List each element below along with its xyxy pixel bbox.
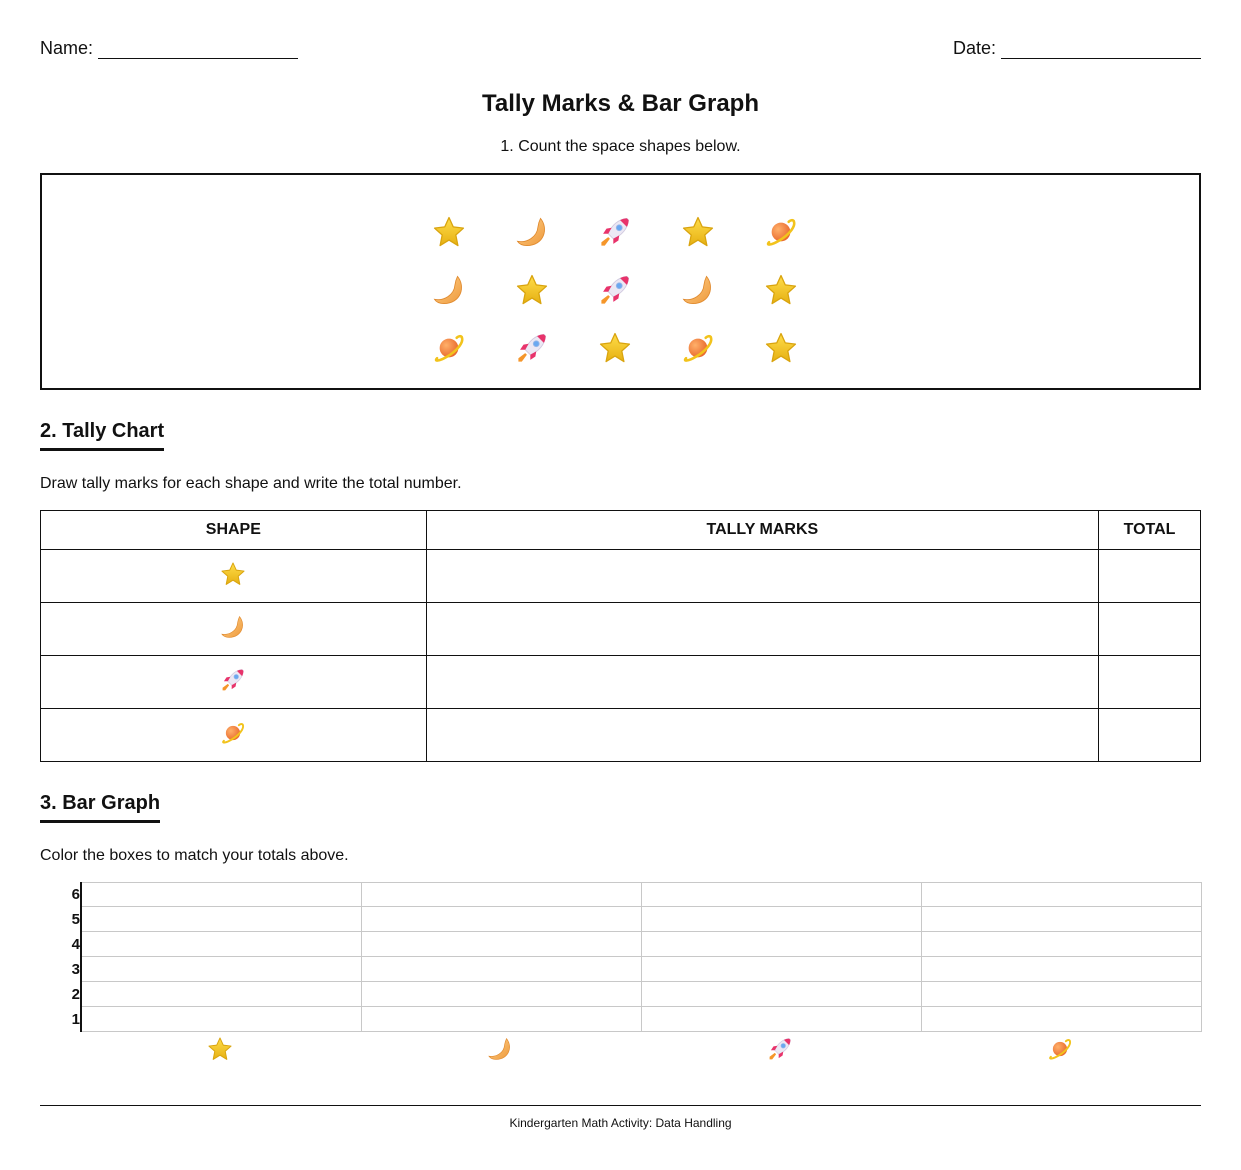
planet-icon <box>1047 1036 1073 1062</box>
graph-box-star-1[interactable] <box>82 1007 362 1032</box>
star-icon <box>515 273 549 307</box>
tally-row-rocket <box>41 656 1201 709</box>
star-icon <box>598 331 632 365</box>
graph-box-moon-3[interactable] <box>362 957 642 982</box>
graph-box-planet-6[interactable] <box>922 882 1202 907</box>
graph-box-star-6[interactable] <box>82 882 362 907</box>
graph-box-rocket-6[interactable] <box>642 882 922 907</box>
moon-icon <box>487 1036 513 1062</box>
shape-cell <box>41 550 427 603</box>
y-label: 3 <box>71 961 80 978</box>
shape-cell <box>511 203 594 261</box>
total-cell[interactable] <box>1099 709 1201 762</box>
x-axis-labels <box>80 1036 1201 1062</box>
bar-graph-title: 3. Bar Graph <box>40 792 160 823</box>
graph-box-planet-3[interactable] <box>922 957 1202 982</box>
bar-graph-instruction: Color the boxes to match your totals above. <box>40 847 349 864</box>
shape-cell <box>594 319 677 377</box>
tally-marks-cell[interactable] <box>426 656 1098 709</box>
name-field[interactable] <box>40 38 298 59</box>
tally-marks-cell[interactable] <box>426 603 1098 656</box>
moon-icon <box>681 273 715 307</box>
rocket-icon <box>598 215 632 249</box>
y-axis-labels <box>62 882 80 1032</box>
moon-icon <box>515 215 549 249</box>
shapes-grid <box>428 203 843 377</box>
x-label-rocket <box>640 1036 920 1062</box>
shape-cell <box>760 261 843 319</box>
tally-marks-cell[interactable] <box>426 550 1098 603</box>
column-header-shape: SHAPE <box>41 511 427 550</box>
star-icon <box>764 273 798 307</box>
shape-cell <box>677 319 760 377</box>
rocket-icon <box>767 1036 793 1062</box>
count-instruction: 1. Count the space shapes below. <box>500 138 741 155</box>
graph-box-rocket-5[interactable] <box>642 907 922 932</box>
name-line[interactable] <box>98 42 298 59</box>
footer-text: Kindergarten Math Activity: Data Handling <box>509 1116 732 1130</box>
planet-icon <box>432 331 466 365</box>
y-label: 5 <box>71 911 80 928</box>
graph-box-planet-5[interactable] <box>922 907 1202 932</box>
y-label: 2 <box>71 986 80 1003</box>
total-cell[interactable] <box>1099 550 1201 603</box>
graph-box-star-5[interactable] <box>82 907 362 932</box>
graph-box-moon-5[interactable] <box>362 907 642 932</box>
graph-box-rocket-1[interactable] <box>642 1007 922 1032</box>
graph-box-rocket-3[interactable] <box>642 957 922 982</box>
graph-box-moon-2[interactable] <box>362 982 642 1007</box>
column-header-total: TOTAL <box>1099 511 1201 550</box>
date-field[interactable] <box>953 38 1201 59</box>
footer-divider <box>40 1105 1201 1106</box>
y-label: 6 <box>71 886 80 903</box>
star-icon <box>432 215 466 249</box>
x-label-moon <box>360 1036 640 1062</box>
shape-cell <box>428 261 511 319</box>
graph-box-moon-4[interactable] <box>362 932 642 957</box>
total-cell[interactable] <box>1099 656 1201 709</box>
graph-box-star-2[interactable] <box>82 982 362 1007</box>
shape-cell <box>594 261 677 319</box>
shape-cell <box>760 203 843 261</box>
planet-icon <box>681 331 715 365</box>
shape-cell <box>760 319 843 377</box>
graph-box-planet-2[interactable] <box>922 982 1202 1007</box>
bar-graph-grid <box>80 882 1201 1032</box>
tally-marks-cell[interactable] <box>426 709 1098 762</box>
star-icon <box>681 215 715 249</box>
tally-header-row <box>41 511 1201 550</box>
star-icon <box>220 561 246 587</box>
x-label-planet <box>920 1036 1200 1062</box>
shapes-box <box>40 173 1201 390</box>
name-label: Name: <box>40 38 94 58</box>
planet-icon <box>220 720 246 746</box>
graph-box-planet-1[interactable] <box>922 1007 1202 1032</box>
tally-row-star <box>41 550 1201 603</box>
shape-cell <box>41 709 427 762</box>
star-icon <box>764 331 798 365</box>
shape-cell <box>677 261 760 319</box>
tally-chart-title: 2. Tally Chart <box>40 420 164 451</box>
graph-box-rocket-2[interactable] <box>642 982 922 1007</box>
rocket-icon <box>515 331 549 365</box>
graph-box-moon-6[interactable] <box>362 882 642 907</box>
date-line[interactable] <box>1001 42 1201 59</box>
shape-cell <box>428 319 511 377</box>
graph-box-rocket-4[interactable] <box>642 932 922 957</box>
graph-box-moon-1[interactable] <box>362 1007 642 1032</box>
x-label-star <box>80 1036 360 1062</box>
moon-icon <box>220 614 246 640</box>
tally-instruction: Draw tally marks for each shape and write the total number. <box>40 475 462 492</box>
star-icon <box>207 1036 233 1062</box>
shape-cell <box>428 203 511 261</box>
shape-cell <box>41 603 427 656</box>
moon-icon <box>432 273 466 307</box>
planet-icon <box>764 215 798 249</box>
y-label: 4 <box>71 936 80 953</box>
rocket-icon <box>220 667 246 693</box>
rocket-icon <box>598 273 632 307</box>
date-label: Date: <box>952 38 996 58</box>
shape-cell <box>511 319 594 377</box>
graph-box-star-4[interactable] <box>82 932 362 957</box>
header-row <box>40 38 1201 62</box>
y-label: 1 <box>71 1011 80 1028</box>
tally-table <box>40 510 1201 762</box>
graph-box-planet-4[interactable] <box>922 932 1202 957</box>
page-title: Tally Marks & Bar Graph <box>482 90 759 117</box>
shape-cell <box>41 656 427 709</box>
tally-row-planet <box>41 709 1201 762</box>
shape-cell <box>677 203 760 261</box>
total-cell[interactable] <box>1099 603 1201 656</box>
tally-row-moon <box>41 603 1201 656</box>
shape-cell <box>594 203 677 261</box>
column-header-tally: TALLY MARKS <box>426 511 1098 550</box>
shape-cell <box>511 261 594 319</box>
graph-box-star-3[interactable] <box>82 957 362 982</box>
